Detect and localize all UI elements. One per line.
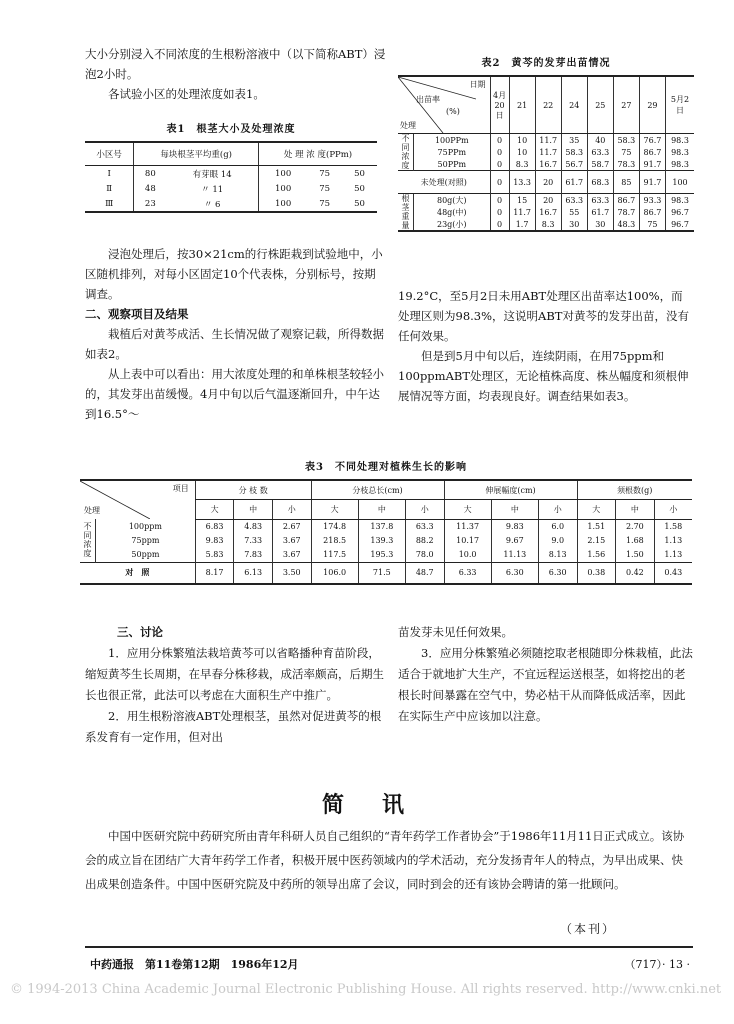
growth-cell: 106.0	[311, 562, 358, 584]
rate-cell: 0	[490, 158, 509, 171]
growth-cell: 4.83	[234, 519, 273, 534]
table1-cell: 〃 6	[203, 199, 221, 210]
growth-cell: 7.83	[234, 548, 273, 563]
table2-caption: 表2 黄芩的发芽出苗情况	[481, 58, 611, 69]
observation-paragraph: 栽植后对黄芩成活、生长情况做了观察记载，所得数据如表2。	[85, 327, 384, 361]
rate-cell: 11.7	[509, 206, 535, 218]
growth-cell: 63.3	[405, 519, 444, 534]
growth-cell: 195.3	[358, 548, 405, 563]
table1-caption: 表1 根茎大小及处理浓度	[166, 124, 296, 135]
group-header: 分 枝 数	[195, 480, 311, 500]
sub-header: 中	[616, 500, 655, 519]
growth-cell: 3.67	[272, 534, 311, 548]
group-header: 须根数(g)	[577, 480, 692, 500]
table1-cell: 100	[259, 181, 308, 196]
group-header: 伸展幅度(cm)	[444, 480, 577, 500]
rate-cell: 20	[535, 171, 561, 194]
growth-cell: 8.13	[538, 548, 577, 563]
table1-cell: Ⅰ	[107, 168, 111, 179]
rate-cell: 98.3	[666, 158, 695, 171]
table1-cell: 50	[354, 198, 365, 209]
rate-cell: 76.7	[639, 134, 665, 147]
discussion-point-2-cont: 苗发芽未见任何效果。	[398, 625, 513, 639]
rate-cell: 40	[587, 134, 613, 147]
rate-cell: 48.3	[613, 218, 639, 231]
rate-cell: 61.7	[561, 171, 587, 194]
brief-body-wrap	[85, 824, 693, 896]
corner-pct-label: (%)	[446, 107, 460, 116]
growth-cell: 3.50	[272, 562, 311, 584]
rate-cell: 91.7	[639, 171, 665, 194]
planting-paragraph: 浸泡处理后，按30×21cm的行株距栽到试验地中，小区随机排列，对每小区固定10个代表株，分别标号，按期调查。	[85, 247, 383, 301]
growth-cell: 139.3	[358, 534, 405, 548]
sub-header: 大	[311, 500, 358, 519]
right-mid-text	[398, 286, 694, 406]
growth-cell: 1.13	[654, 534, 692, 548]
sub-header: 大	[577, 500, 616, 519]
result-paragraph: 从上表中可以看出：用大浓度处理的和单株根茎较轻小的，其发芽出苗缓慢。4月中旬以后气温逐渐回升，中午达到16.5°～	[85, 367, 384, 421]
growth-cell: 1.58	[654, 519, 692, 534]
date-header: 24	[561, 76, 587, 134]
row-name: 23g(小)	[414, 218, 491, 231]
growth-cell: 6.13	[234, 562, 273, 584]
rate-cell: 0	[490, 134, 509, 147]
rate-cell: 63.3	[587, 146, 613, 158]
growth-cell: 2.67	[272, 519, 311, 534]
rate-cell: 15	[509, 194, 535, 207]
rate-cell: 96.7	[666, 206, 695, 218]
growth-cell: 7.33	[234, 534, 273, 548]
row-name: 100ppm	[96, 519, 196, 534]
growth-cell: 9.0	[538, 534, 577, 548]
growth-cell: 0.38	[577, 562, 616, 584]
copyright-watermark: © 1994-2013 China Academic Journal Electronic Publishing House. All rights reserved. http://www.cnki.net	[10, 982, 722, 997]
table1-cell: 80	[134, 166, 166, 182]
rate-cell: 98.3	[666, 194, 695, 207]
date-header: 21	[509, 76, 535, 134]
growth-cell: 0.43	[654, 562, 692, 584]
table1-header: 小区号	[85, 142, 134, 166]
rate-cell: 58.3	[561, 146, 587, 158]
rate-cell: 0	[490, 171, 509, 194]
sub-header: 中	[234, 500, 273, 519]
corner-rate-label: 出苗率	[416, 95, 440, 104]
growth-cell: 3.67	[272, 548, 311, 563]
growth-cell: 137.8	[358, 519, 405, 534]
rate-cell: 85	[613, 171, 639, 194]
date-header: 29	[639, 76, 665, 134]
rate-cell: 35	[561, 134, 587, 147]
table1-cell: 100	[259, 166, 308, 182]
row-name: 80g(大)	[414, 194, 491, 207]
rate-cell: 10	[509, 146, 535, 158]
rate-cell: 0	[490, 218, 509, 231]
growth-cell: 1.68	[616, 534, 655, 548]
growth-cell: 6.30	[491, 562, 538, 584]
growth-cell: 1.13	[654, 548, 692, 563]
discussion-left	[85, 622, 387, 748]
growth-cell: 48.7	[405, 562, 444, 584]
growth-cell: 2.70	[616, 519, 655, 534]
rate-cell: 58.7	[587, 158, 613, 171]
sub-header: 小	[272, 500, 311, 519]
growth-cell: 1.51	[577, 519, 616, 534]
rate-cell: 61.7	[587, 206, 613, 218]
rate-cell: 1.7	[509, 218, 535, 231]
group-label: 不同浓度	[398, 134, 414, 171]
growth-cell: 10.17	[444, 534, 491, 548]
rate-cell: 56.7	[561, 158, 587, 171]
table1-header: 每块根茎平均重(g)	[134, 142, 259, 166]
growth-cell: 9.67	[491, 534, 538, 548]
sub-header: 小	[654, 500, 692, 519]
rate-cell: 75	[639, 218, 665, 231]
sub-header: 小	[538, 500, 577, 519]
date-header: 5月2日	[666, 76, 695, 134]
table3-corner	[80, 480, 195, 519]
rate-cell: 0	[490, 146, 509, 158]
table1-header: 处 理 浓 度(PPm)	[259, 142, 377, 166]
table1	[85, 120, 377, 213]
table1-cell: Ⅱ	[106, 183, 113, 194]
growth-cell: 11.37	[444, 519, 491, 534]
date-header: 27	[613, 76, 639, 134]
growth-cell: 0.42	[616, 562, 655, 584]
rate-cell: 10	[509, 134, 535, 147]
footer-journal: 中药通报 第11卷第12期 1986年12月	[90, 958, 299, 971]
corner-item-label: 项目	[172, 484, 189, 493]
footer-rule	[85, 946, 693, 948]
row-name: 50ppm	[96, 548, 196, 563]
growth-cell: 10.0	[444, 548, 491, 563]
rate-cell: 30	[561, 218, 587, 231]
table1-cell: 75	[319, 198, 331, 209]
growth-cell: 174.8	[311, 519, 358, 534]
row-name: 75PPm	[414, 146, 491, 158]
growth-cell: 88.2	[405, 534, 444, 548]
rate-cell: 98.3	[666, 134, 695, 147]
footer-page: （717）· 13 ·	[624, 958, 690, 971]
rate-cell: 86.7	[639, 146, 665, 158]
table1-cell: 75	[319, 168, 331, 179]
row-name: 48g(中)	[414, 206, 491, 218]
row-name: 75ppm	[96, 534, 196, 548]
growth-cell: 8.17	[195, 562, 234, 584]
table2	[398, 54, 694, 232]
rate-cell: 75	[613, 146, 639, 158]
rate-cell: 98.3	[666, 146, 695, 158]
growth-cell: 1.50	[616, 548, 655, 563]
growth-cell: 6.30	[538, 562, 577, 584]
growth-cell: 117.5	[311, 548, 358, 563]
left-top-text	[85, 44, 387, 104]
rate-cell: 86.7	[639, 206, 665, 218]
rate-cell: 11.7	[535, 146, 561, 158]
left-mid-text	[85, 244, 387, 424]
table1-cell: 23	[134, 196, 166, 212]
side-label: 不同浓度	[83, 522, 92, 559]
rate-cell: 16.7	[535, 206, 561, 218]
rate-cell: 11.7	[535, 134, 561, 147]
sub-header: 小	[405, 500, 444, 519]
growth-cell: 6.83	[195, 519, 234, 534]
section3-heading: 三、讨论	[117, 625, 163, 639]
rate-cell: 78.3	[613, 158, 639, 171]
rate-cell: 91.7	[639, 158, 665, 171]
rate-cell: 100	[666, 171, 695, 194]
rate-cell: 0	[490, 194, 509, 207]
rate-cell: 96.7	[666, 218, 695, 231]
rate-cell: 63.3	[587, 194, 613, 207]
corner-treat-label: 处理	[84, 506, 100, 515]
discussion-point-2: 2．用生根粉溶液ABT处理根茎，虽然对促进黄芩的根系发育有一定作用，但对出	[85, 709, 382, 744]
rate-cell: 93.3	[639, 194, 665, 207]
table3-caption: 表3 不同处理对植株生长的影响	[305, 462, 467, 473]
row-name: 50PPm	[414, 158, 491, 171]
discussion-point-1: 1．应用分株繁殖法栽培黄芩可以省略播种育苗阶段，缩短黄芩生长周期，在早春分株移栽，成活率颇高，后期生长也很正常，此法可以考虑在大面积生产中推广。	[85, 646, 384, 702]
date-header: 4月20日	[490, 76, 509, 134]
rate-cell: 8.3	[535, 218, 561, 231]
rate-cell: 0	[490, 206, 509, 218]
discussion-right	[398, 622, 694, 727]
table3	[80, 458, 692, 585]
group-header: 分枝总长(cm)	[311, 480, 444, 500]
row-name: 未处理(对照)	[398, 171, 490, 194]
table1-cell: 75	[319, 183, 331, 194]
rate-cell: 63.3	[561, 194, 587, 207]
table2-corner	[398, 76, 490, 134]
table1-cell: 有芽眼 14	[192, 169, 232, 180]
date-header: 25	[587, 76, 613, 134]
rate-cell: 16.7	[535, 158, 561, 171]
discussion-point-3: 3．应用分株繁殖必须随挖取老根随即分株栽植，此法适合于就地扩大生产，不宜远程运送根茎，如将挖出的老根长时间暴露在空气中，势必枯干从而降低成活率，因此在实际生产中应该加以注意。	[398, 646, 693, 723]
rain-paragraph: 但是到5月中旬以后，连续阴雨，在用75ppm和100ppmABT处理区，无论植株高度、株丛幅度和须根伸展情况等方面，均表现良好。调查结果如表3。	[398, 349, 689, 403]
rate-cell: 8.3	[509, 158, 535, 171]
intro-paragraph: 大小分别浸入不同浓度的生根粉溶液中（以下简称ABT）浸泡2小时。	[85, 47, 386, 81]
growth-cell: 218.5	[311, 534, 358, 548]
table1-ref-paragraph: 各试验小区的处理浓度如表1。	[108, 87, 265, 101]
table1-cell: 50	[354, 168, 365, 179]
sub-header: 大	[195, 500, 234, 519]
growth-cell: 9.83	[491, 519, 538, 534]
sub-header: 中	[491, 500, 538, 519]
brief-sign: （本刊）	[560, 922, 617, 936]
row-name: 100PPm	[414, 134, 491, 147]
table1-cell: 50	[354, 183, 365, 194]
sub-header: 大	[444, 500, 491, 519]
temperature-paragraph: 19.2°C，至5月2日未用ABT处理区出苗率达100%，而处理区则为98.3%，这说明ABT对黄芩的发芽出苗，没有任何效果。	[398, 289, 689, 343]
growth-cell: 71.5	[358, 562, 405, 584]
row-name: 对 照	[80, 562, 195, 584]
growth-cell: 5.83	[195, 548, 234, 563]
rate-cell: 86.7	[613, 194, 639, 207]
section2-heading: 二、观察项目及结果	[85, 307, 189, 321]
growth-cell: 6.33	[444, 562, 491, 584]
date-header: 22	[535, 76, 561, 134]
rate-cell: 78.7	[613, 206, 639, 218]
rate-cell: 30	[587, 218, 613, 231]
corner-treat-label: 处理	[400, 121, 416, 130]
growth-cell: 9.83	[195, 534, 234, 548]
table1-cell: 〃 11	[201, 184, 224, 195]
rate-cell: 13.3	[509, 171, 535, 194]
rate-cell: 68.3	[587, 171, 613, 194]
corner-date-label: 日期	[469, 80, 486, 89]
rate-cell: 20	[535, 194, 561, 207]
growth-cell: 2.15	[577, 534, 616, 548]
group-label: 根茎重量	[398, 194, 414, 232]
growth-cell: 11.13	[491, 548, 538, 563]
brief-body: 中国中医研究院中药研究所由青年科研人员自己组织的“青年药学工作者协会”于1986年11月11日正式成立。该协会的成立旨在团结广大青年药学工作者，积极开展中医药领域内的学术活动，充分发扬青年人的特点，为早出成果、快出成果创造条件。中国中医研究院及中药所的领导出席了会议，同时到会的还有该协会聘请的第一批顾问。	[85, 829, 685, 891]
brief-title: 简 讯	[321, 793, 412, 818]
table1-cell: 100	[259, 196, 308, 212]
sub-header: 中	[358, 500, 405, 519]
growth-cell: 78.0	[405, 548, 444, 563]
table1-cell: 48	[134, 181, 166, 196]
growth-cell: 1.56	[577, 548, 616, 563]
rate-cell: 58.3	[613, 134, 639, 147]
growth-cell: 6.0	[538, 519, 577, 534]
rate-cell: 55	[561, 206, 587, 218]
table1-cell: Ⅲ	[105, 198, 114, 209]
